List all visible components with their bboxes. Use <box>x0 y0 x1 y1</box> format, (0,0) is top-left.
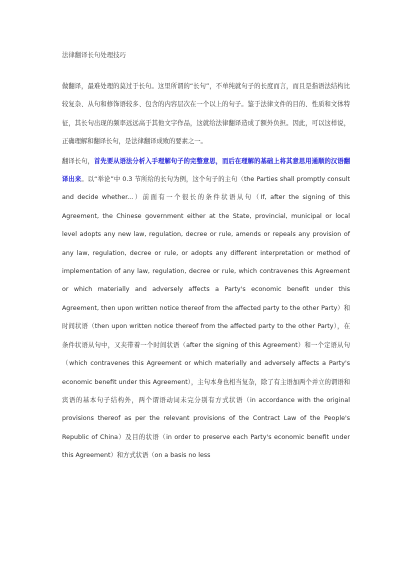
paragraph-text: 做翻译，最难处理的莫过于长句。这里所谓的“长句”，不单纯就句子的长度而言，而且是指语法结构比较复杂、从句和修饰语较多、包含的内容层次在一个以上的句子。鉴于法律文件的目的、性质和文体特征，其长句出现的频率远远高于其他文字作品，这就给法律翻译造成了额外负担。因此，可以这样说，正确理解和翻译长句，是法律翻译成败的要素之一。 <box>62 83 350 146</box>
paragraph-intro <box>62 78 350 152</box>
paragraph-example <box>62 153 350 466</box>
highlighted-key-sentence: 首先要从语法分析入手理解句子的完整意思，而后在理解的基础上将其意思用通顺的汉语翻译出来 <box>62 157 351 184</box>
paragraph-text-lead: 翻译长句， <box>62 157 95 165</box>
document-title: 法律翻译长句处理技巧 <box>62 51 126 59</box>
paragraph-text-body: 。以“举论”中 0.3 节所给的长句为例，这个句子的主句（the Parties shall promptly consult and decide whether...）前面有一个很长的条件状语从句（If, after the signing of this Agreement, the Chinese government either at the State, provincial, municipal or local level adopts any new law, regulation, decree or rule, amends or repeals any provision of any law, regulation, decree or rule, or adopts any different interpretation or method of implementation of any law, regulation, decree or rule, which contravenes this Agreement or which materially and adversely affects a Party's economic benefit under this Agreement, then upon written notice thereof from the affected party to the other Party）和时间状语（then upon written notice thereof from the affected party to the other Party），在条件状语从句中，又夹带着一个时间状语（after the signing of this Agreement）和一个定语从句（which contravenes this Agreement or which materially and adversely affects a Party's economic benefit under this Agreement），主句本身也相当复杂，除了有主语加两个并立的谓语和宾语的基本句子结构外，两个谓语动词未完分别有方式状语（in accordance with the original provisions thereof as per the relevant provisions of the Contract Law of the People's Republic of China）及目的状语（in order to preserve each Party's economic benefit under this Agreement）和方式状语（on a basis no less <box>62 176 350 460</box>
